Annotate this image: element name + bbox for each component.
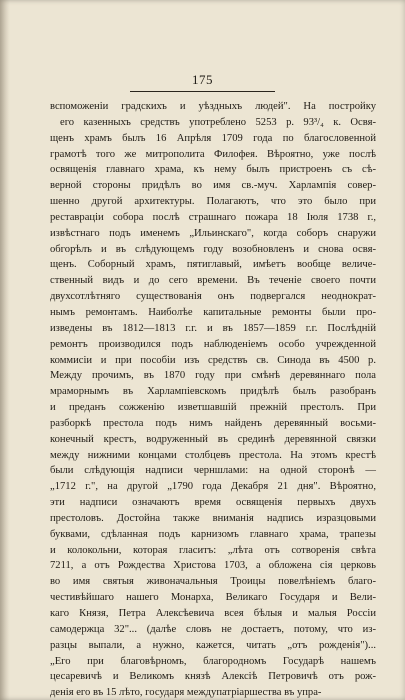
- text-line: „Его при благовѣрномъ, благородномъ Государѣ нашемъ: [50, 655, 376, 667]
- text-line: шенно другой архитектуры. Полагаютъ, что это было при: [50, 196, 376, 208]
- text-line: двухсотлѣтняго существованiя онъ подвергался неоднократ-: [50, 291, 376, 303]
- text-line: щенъ. Соборный храмъ, пятиглавый, имѣетъ вообще величе-: [50, 259, 376, 271]
- text-line: денiя его въ 15 лѣто, государя междупатрiаршества въ упра-: [50, 687, 322, 699]
- text-line: буквами, сдѣланная подъ карнизомъ главнаго храма, трапезы: [50, 528, 376, 540]
- text-line: Между прочимъ, въ 1870 году при смѣнѣ деревяннаго пола: [50, 370, 376, 382]
- body-text: [50, 99, 376, 700]
- text-line: грамотѣ того же митрополита Филофея. Вѣроятно, уже послѣ: [50, 148, 376, 160]
- text-line: вспоможенiи градскихъ и уѣздныхъ людей". На постройку: [50, 101, 376, 112]
- text-line: освященiя главнаго храма, къ нему былъ пристроенъ съ сѣ-: [50, 164, 376, 176]
- text-line: честивѣйшаго нашего Монарха, Великаго Государя и Вели-: [50, 592, 376, 604]
- text-line: реставрацiи собора послѣ страшнаго пожара 18 Iюля 1738 г.,: [50, 211, 376, 223]
- text-line: престоловъ. Достойна также вниманiя надпись изразцовыми: [50, 512, 376, 524]
- text-line: во имя святыя живоначальныя Троицы повелѣнiемъ благо-: [50, 576, 376, 588]
- text-line: 7211, а отъ Рождества Христова 1703, а обложена сiя церковь: [50, 560, 376, 572]
- text-line: извѣстнаго подъ именемъ „Ильинскаго", когда соборъ снаружи: [50, 227, 376, 239]
- text-line: были слѣдующiя надписи черншлами: на одной сторонѣ —: [50, 465, 376, 477]
- text-line: разборкѣ престола подъ нимъ найденъ деревянный восьми-: [50, 417, 376, 429]
- text-line: верной стороны придѣлъ во имя св.-муч. Харлампiя совер-: [50, 180, 376, 192]
- text-line: щенъ храмъ былъ 16 Апрѣля 1709 года по благословенной: [50, 132, 376, 144]
- text-line: самодержца 32"... (далѣе словъ не достаетъ, потому, что из-: [50, 623, 376, 635]
- text-line: нымъ ремонтамъ. Наиболѣе капитальные ремонты были про-: [50, 306, 376, 318]
- text-line: коммисiи и при пособiи изъ средствъ св. Синода въ 4500 р.: [50, 354, 376, 366]
- text-line: разцы выпали, а нужно, кажется, читать „отъ рожденiя")...: [50, 639, 376, 651]
- text-line: ремонтъ производился подъ наблюденiемъ особо учрежденной: [50, 338, 376, 350]
- text-line: обгорѣлъ и въ слѣдующемъ году возобновленъ и снова освя-: [50, 243, 376, 255]
- page-number: 175: [192, 72, 213, 87]
- text-line: его казенныхъ средствъ употреблено 5253 р. 93³/₄ к. Освя-: [60, 116, 376, 128]
- text-line: между нижними концами столбцевъ престола. На этомъ крестѣ: [50, 449, 376, 461]
- text-line: и колокольни, которая гласитъ: „лѣта отъ сотворенiя свѣта: [50, 544, 376, 556]
- text-line: цесаревичѣ и Великомъ князѣ Алексiѣ Петровичѣ отъ рож-: [50, 671, 376, 683]
- text-line: конечный крестъ, водруженный въ срединѣ деревянной связки: [50, 433, 376, 445]
- text-line: мраморнымъ въ Харлампiевскомъ придѣлѣ былъ разобранъ: [50, 386, 376, 398]
- text-line: изведены въ 1812—1813 г.г. и въ 1857—1859 г.г. Послѣднiй: [50, 322, 376, 334]
- text-line: эти надписи означаютъ время освященiя первыхъ двухъ: [50, 497, 376, 509]
- text-line: „1712 г.", на другой „1790 года Декабря 21 дня". Вѣроятно,: [50, 481, 376, 493]
- text-line: каго Князя, Петра Алексѣевича всея бѣлыя и малыя Россiи: [50, 608, 376, 619]
- text-line: ственный видъ и до сего времени. Въ теченiе своего почти: [50, 275, 376, 287]
- text-line: и преданъ сожженiю изветшавшiй прежнiй престолъ. При: [50, 402, 376, 414]
- page-gutter-shadow: [0, 0, 10, 700]
- header-rule: [130, 91, 275, 92]
